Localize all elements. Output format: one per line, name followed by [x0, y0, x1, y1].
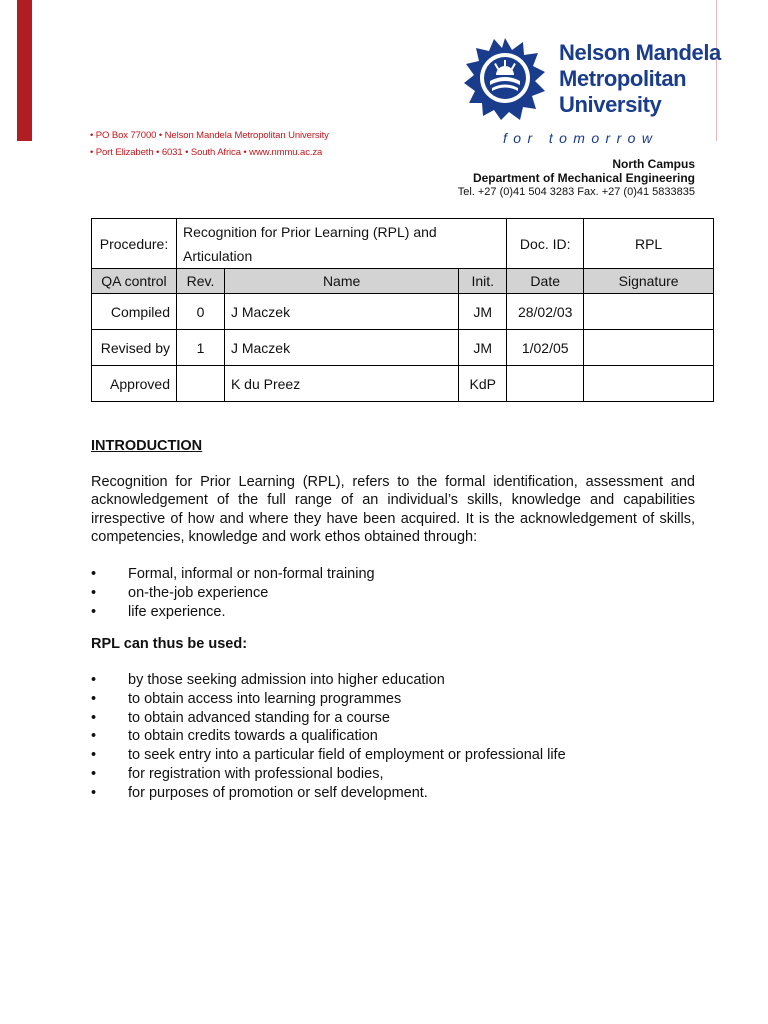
- list-item-text: life experience.: [128, 603, 226, 620]
- table-row: [92, 330, 714, 366]
- table-row: [92, 366, 714, 402]
- list-item-text: to obtain credits towards a qualification: [128, 728, 378, 745]
- list-item: [91, 671, 566, 690]
- doc-id-label: Doc. ID:: [507, 219, 584, 269]
- list-item: [91, 765, 566, 784]
- list-item: [91, 565, 375, 584]
- column-header-rev: Rev.: [176, 269, 224, 294]
- date-cell: [507, 366, 584, 402]
- address-line-1: • PO Box 77000 • Nelson Mandela Metropolitan University: [90, 130, 329, 141]
- logo-name-line-2: Metropolitan: [559, 66, 687, 91]
- bullet-icon: •: [91, 747, 97, 764]
- procedure-row: [92, 219, 714, 269]
- campus-name: North Campus: [612, 157, 695, 171]
- name-cell: J Maczek: [224, 294, 458, 330]
- list-item-text: on-the-job experience: [128, 584, 269, 601]
- init-cell: KdP: [459, 366, 507, 402]
- list-item-text: for purposes of promotion or self development.: [128, 784, 428, 801]
- list-item: [91, 727, 566, 746]
- rev-cell: 0: [176, 294, 224, 330]
- list-item-text: by those seeking admission into higher education: [128, 672, 445, 688]
- column-header-signature: Signature: [584, 269, 714, 294]
- list-item: [91, 709, 566, 728]
- university-emblem-icon: [458, 36, 552, 120]
- address-line-2: • Port Elizabeth • 6031 • South Africa • www.nmmu.ac.za: [90, 147, 323, 158]
- rpl-uses-heading: RPL can thus be used:: [91, 636, 248, 652]
- list-item: [91, 603, 375, 622]
- logo-name-line-3: University: [559, 92, 662, 117]
- list-item-text: for registration with professional bodies,: [128, 765, 384, 782]
- logo-tagline: for tomorrow: [503, 130, 659, 146]
- column-header-name: Name: [224, 269, 458, 294]
- department-name: Department of Mechanical Engineering: [472, 171, 695, 185]
- bullet-icon: •: [91, 709, 97, 726]
- bullet-icon: •: [91, 672, 97, 688]
- rev-cell: [176, 366, 224, 402]
- letterhead-edge-line: [716, 0, 717, 141]
- signature-cell: [584, 294, 714, 330]
- list-item: [91, 584, 375, 603]
- list-item-text: to obtain access into learning programmes: [128, 690, 402, 707]
- init-cell: JM: [459, 330, 507, 366]
- logo-name-line-1: Nelson Mandela: [559, 40, 721, 65]
- list-item-text: to obtain advanced standing for a course: [128, 709, 390, 726]
- column-header-date: Date: [507, 269, 584, 294]
- column-header-qa-control: QA control: [92, 269, 177, 294]
- list-item: [91, 746, 566, 765]
- bullet-icon: •: [91, 765, 97, 782]
- list-item-text: to seek entry into a particular field of employment or professional life: [128, 747, 566, 764]
- signature-cell: [584, 330, 714, 366]
- qa-control-cell: Compiled: [92, 294, 177, 330]
- qa-control-table: [91, 218, 714, 402]
- introduction-paragraph: Recognition for Prior Learning (RPL), refers to the formal identification, assessment and acknowledgement of the full range of an individual’s skills, knowledge and capabilities irrespective of how and where they have been acquired. It is the acknowledgement of skills, competencies, knowledge and work ethos obtained through:: [91, 474, 695, 545]
- doc-id-value: RPL: [584, 219, 714, 269]
- introduction-heading: INTRODUCTION: [91, 438, 203, 454]
- bullet-icon: •: [91, 728, 97, 745]
- contact-numbers: Tel. +27 (0)41 504 3283 Fax. +27 (0)41 5833835: [457, 186, 695, 198]
- letterhead-red-bar: [17, 0, 32, 141]
- list-item-text: Formal, informal or non-formal training: [128, 566, 375, 582]
- column-header-init: Init.: [459, 269, 507, 294]
- procedure-label: Procedure:: [92, 219, 177, 269]
- signature-cell: [584, 366, 714, 402]
- bullet-icon: •: [91, 690, 97, 707]
- init-cell: JM: [459, 294, 507, 330]
- qa-control-cell: Revised by: [92, 330, 177, 366]
- bullet-icon: •: [91, 584, 97, 601]
- qa-control-cell: Approved: [92, 366, 177, 402]
- table-header-row: [92, 269, 714, 294]
- date-cell: 1/02/05: [507, 330, 584, 366]
- rev-cell: 1: [176, 330, 224, 366]
- date-cell: 28/02/03: [507, 294, 584, 330]
- table-row: [92, 294, 714, 330]
- bullet-icon: •: [91, 784, 97, 801]
- rpl-uses-list: [91, 671, 566, 803]
- bullet-icon: •: [91, 603, 97, 620]
- list-item: [91, 690, 566, 709]
- name-cell: K du Preez: [224, 366, 458, 402]
- training-sources-list: [91, 565, 375, 621]
- name-cell: J Maczek: [224, 330, 458, 366]
- bullet-icon: •: [91, 566, 97, 582]
- procedure-title: Recognition for Prior Learning (RPL) and Articulation: [176, 219, 506, 269]
- list-item: [91, 784, 566, 803]
